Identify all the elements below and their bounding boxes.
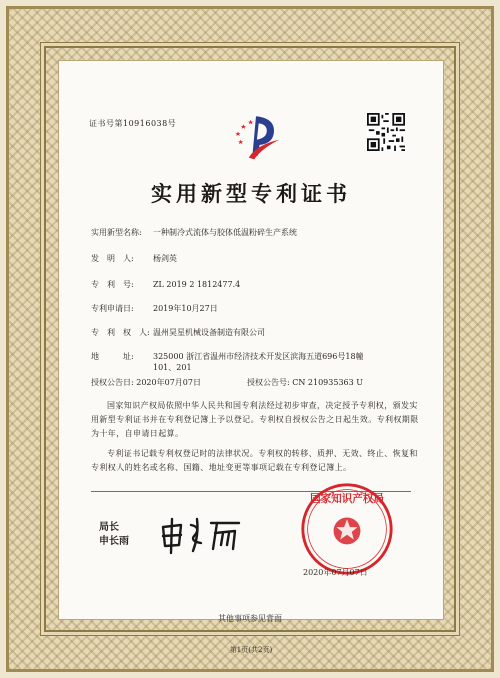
page-indicator: 第1页(共2页) [229, 646, 273, 654]
certificate-paper [58, 60, 444, 654]
field-label: 发 明 人: [91, 254, 134, 263]
field-inventor [91, 253, 403, 264]
field-label: 专 利 号: [91, 280, 134, 289]
certificate-title: 实用新型专利证书 [151, 181, 351, 206]
field-value: ZL 2019 2 1812477.4 [153, 280, 241, 289]
grant-no-label: 授权公告号: [247, 378, 290, 387]
field-label: 地 址: [91, 352, 134, 361]
field-patent-number [91, 279, 403, 290]
field-address [91, 351, 383, 373]
grant-date-label: 授权公告日: [91, 378, 134, 387]
qr-code-icon [367, 113, 405, 151]
field-value: 杨剑英 [153, 254, 177, 263]
certificate-number: 证书号第10916038号 [89, 119, 177, 128]
field-label: 实用新型名称: [91, 228, 142, 237]
director-signature-icon [157, 515, 247, 555]
director-title: 局长 [99, 522, 119, 533]
grant-no-value: CN 210935363 U [292, 378, 364, 387]
seal-text: 国家知识产权局 [310, 493, 384, 506]
footer-note: 其他事项参见背面 [218, 614, 282, 623]
grant-announcement-number [247, 377, 363, 388]
grant-date-value: 2020年07月07日 [136, 378, 201, 387]
patent-office-logo-icon [229, 109, 283, 163]
grant-statement-paragraph: 国家知识产权局依照中华人民共和国专利法经过初步审查，决定授予专利权，颁发实用新型专利证书并在专利登记簿上予以登记。专利权自授权公告之日起生效。专利权期限为十年，自申请日起算。 [91, 401, 419, 438]
field-value: 一种制冷式流体与胶体低温粉碎生产系统 [153, 228, 297, 237]
grant-announcement-date [91, 377, 201, 388]
seal-date: 2020年07月07日 [303, 568, 368, 577]
official-seal-icon [299, 481, 395, 577]
field-application-date [91, 303, 403, 314]
field-value: 温州昊星机械设备制造有限公司 [153, 328, 265, 337]
field-label: 专利申请日: [91, 304, 134, 313]
director-name: 申长雨 [99, 536, 129, 547]
legal-status-paragraph: 专利证书记载专利权登记时的法律状况。专利权的转移、质押、无效、终止、恢复和专利权人的姓名或名称、国籍、地址变更等事项记载在专利登记簿上。 [91, 449, 418, 472]
field-label: 专 利 权 人: [91, 328, 150, 337]
field-value: 325000 浙江省温州市经济技术开发区滨海五道696号18幢101、201 [153, 352, 364, 372]
director-block [99, 521, 129, 549]
field-utility-model-name [91, 227, 403, 238]
field-patentee [91, 327, 403, 338]
field-value: 2019年10月27日 [153, 304, 218, 313]
